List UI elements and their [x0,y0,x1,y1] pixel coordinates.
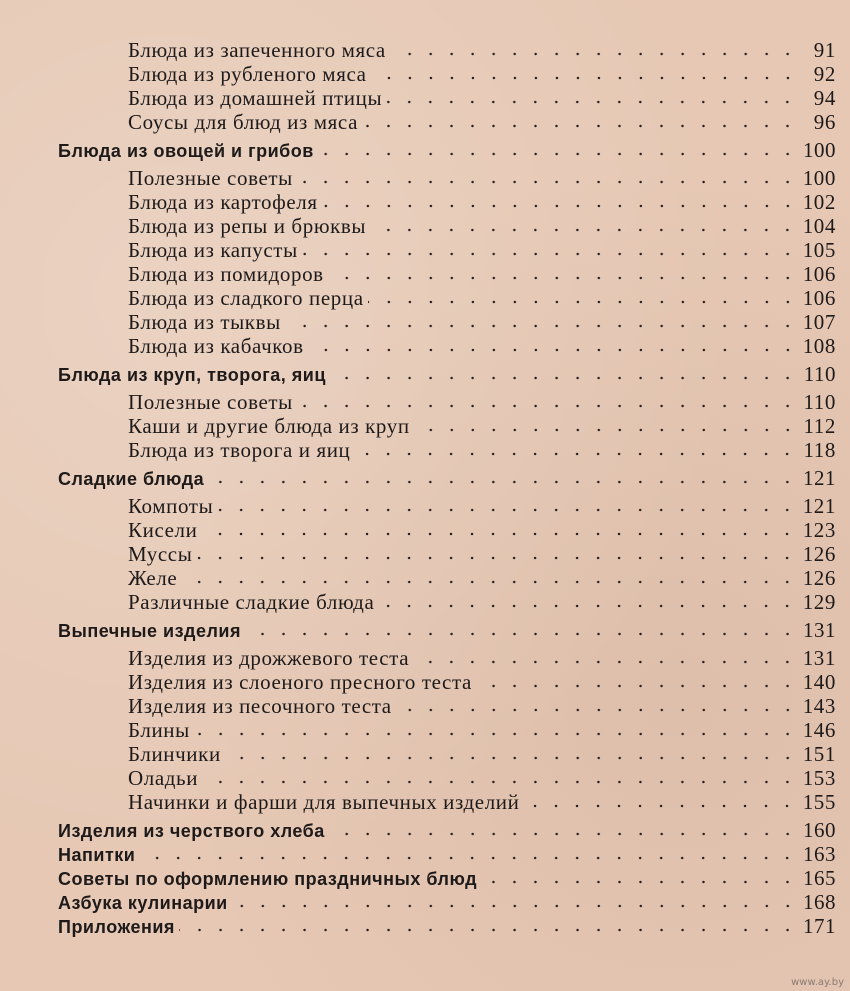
toc-page-number: 153 [802,766,836,790]
toc-section-heading [58,818,836,842]
toc-section-heading [58,362,836,386]
toc-entry [58,718,836,742]
toc-page-number: 100 [803,138,836,162]
toc-page-number: 168 [803,890,836,914]
toc-section-heading [58,466,836,490]
toc-entry-title: Соусы для блюд из мяса [128,110,358,134]
dot-leader [370,228,798,232]
toc-entry-title: Муссы [128,542,193,566]
toc-entry [58,414,836,438]
dot-leader [232,904,798,908]
toc-entry [58,566,836,590]
toc-entry [58,38,836,62]
toc-section-heading [58,138,836,162]
dot-leader [396,708,798,712]
dot-leader [217,508,798,512]
toc-entry [58,790,836,814]
toc-entry-title: Азбука кулинарии [58,893,228,913]
dot-leader [181,580,798,584]
toc-entry [58,694,836,718]
toc-entry-title: Блюда из круп, творога, яиц [58,365,326,385]
toc-entry-title: Блюда из тыквы [128,310,281,334]
toc-page-number: 112 [803,414,836,438]
toc-entry-title: Полезные советы [128,390,293,414]
toc-page-number: 94 [813,86,836,110]
toc-page-number: 106 [802,262,836,286]
toc-entry-title: Блюда из овощей и грибов [58,141,314,161]
toc-entry-title: Кисели [128,518,198,542]
toc-page-number: 105 [802,238,836,262]
dot-leader [245,632,798,636]
toc-page-number: 126 [802,566,836,590]
toc-entry-title: Желе [128,566,178,590]
toc-page-number: 118 [803,438,836,462]
dot-leader [179,928,798,932]
dot-leader [414,428,798,432]
toc-section-heading [58,842,836,866]
toc-entry-title: Блюда из кабачков [128,334,304,358]
toc-page-number: 165 [803,866,836,890]
toc-entry-title: Полезные советы [128,166,293,190]
toc-entry [58,646,836,670]
toc-entry-title: Изделия из дрожжевого теста [128,646,410,670]
dot-leader [285,324,798,328]
toc-page-number: 171 [803,914,836,938]
dot-leader [476,684,798,688]
toc-page-number: 91 [813,38,836,62]
toc-entry [58,390,836,414]
dot-leader [354,452,798,456]
toc-page-number: 121 [802,494,836,518]
toc-entry [58,766,836,790]
toc-page-number: 160 [803,818,836,842]
toc-entry-title: Различные сладкие блюда [128,590,375,614]
toc-entry-title: Блины [128,718,190,742]
toc-entry [58,286,836,310]
dot-leader [378,604,798,608]
toc-page-number: 108 [802,334,836,358]
dot-leader [302,252,798,256]
dot-leader [371,76,798,80]
dot-leader [297,404,798,408]
toc-entry [58,494,836,518]
toc-entry-title: Блюда из запеченного мяса [128,38,386,62]
dot-leader [481,880,798,884]
toc-entry-title: Компоты [128,494,214,518]
toc-page-number: 131 [803,618,836,642]
toc-entry [58,86,836,110]
dot-leader [413,660,798,664]
toc-entry [58,190,836,214]
dot-leader [208,480,798,484]
toc-entry [58,542,836,566]
dot-leader [362,124,798,128]
toc-entry-title: Блинчики [128,742,221,766]
dot-leader [308,348,798,352]
toc-entry-title: Блюда из сладкого перца [128,286,364,310]
toc-page-number: 121 [803,466,836,490]
toc-entry [58,166,836,190]
dot-leader [194,732,798,736]
toc-entry-title: Напитки [58,845,136,865]
toc-section-heading [58,866,836,890]
toc-page-number: 104 [802,214,836,238]
dot-leader [390,52,798,56]
toc-page-number: 151 [802,742,836,766]
toc-entry-title: Блюда из капусты [128,238,298,262]
dot-leader [318,152,798,156]
table-of-contents [58,38,836,938]
toc-entry-title: Советы по оформлению праздничных блюд [58,869,478,889]
toc-page-number: 106 [802,286,836,310]
toc-entry [58,262,836,286]
toc-entry-title: Изделия из слоеного пресного теста [128,670,472,694]
dot-leader [523,804,798,808]
dot-leader [139,856,798,860]
toc-page-number: 92 [813,62,836,86]
toc-entry [58,438,836,462]
toc-page-number: 140 [802,670,836,694]
toc-entry-title: Блюда из домашней птицы [128,86,383,110]
toc-entry-title: Выпечные изделия [58,621,241,641]
toc-entry-title: Каши и другие блюда из круп [128,414,410,438]
toc-entry-title: Блюда из творога и яиц [128,438,351,462]
watermark: www.ay.by [791,977,844,988]
toc-page-number: 100 [802,166,836,190]
toc-entry-title: Блюда из репы и брюквы [128,214,367,238]
toc-entry [58,62,836,86]
toc-entry [58,238,836,262]
toc-entry-title: Блюда из картофеля [128,190,318,214]
dot-leader [330,376,798,380]
toc-section-heading [58,914,836,938]
dot-leader [322,204,798,208]
toc-entry [58,518,836,542]
toc-page-number: 123 [802,518,836,542]
toc-entry [58,214,836,238]
toc-entry [58,110,836,134]
toc-entry-title: Изделия из черствого хлеба [58,821,325,841]
dot-leader [368,300,798,304]
dot-leader [386,100,798,104]
dot-leader [328,276,798,280]
toc-page-number: 110 [803,362,836,386]
dot-leader [196,556,798,560]
toc-page-number: 129 [802,590,836,614]
toc-entry-title: Изделия из песочного теста [128,694,392,718]
toc-entry-title: Начинки и фарши для выпечных изделий [128,790,520,814]
toc-page-number: 96 [813,110,836,134]
toc-page-number: 102 [802,190,836,214]
toc-entry-title: Блюда из рубленого мяса [128,62,367,86]
dot-leader [297,180,798,184]
dot-leader [202,780,798,784]
toc-section-heading [58,890,836,914]
toc-section-heading [58,618,836,642]
toc-entry-title: Приложения [58,917,175,937]
toc-entry [58,334,836,358]
toc-page-number: 163 [803,842,836,866]
toc-page-number: 131 [802,646,836,670]
toc-page-number: 110 [803,390,836,414]
toc-entry [58,590,836,614]
toc-entry-title: Блюда из помидоров [128,262,324,286]
toc-page-number: 126 [802,542,836,566]
toc-page-number: 146 [802,718,836,742]
toc-entry-title: Сладкие блюда [58,469,205,489]
dot-leader [329,832,798,836]
toc-page-number: 143 [802,694,836,718]
dot-leader [225,756,798,760]
toc-page-number: 155 [802,790,836,814]
toc-page-number: 107 [802,310,836,334]
toc-entry [58,670,836,694]
toc-entry-title: Оладьи [128,766,199,790]
toc-entry [58,310,836,334]
toc-entry [58,742,836,766]
dot-leader [201,532,798,536]
